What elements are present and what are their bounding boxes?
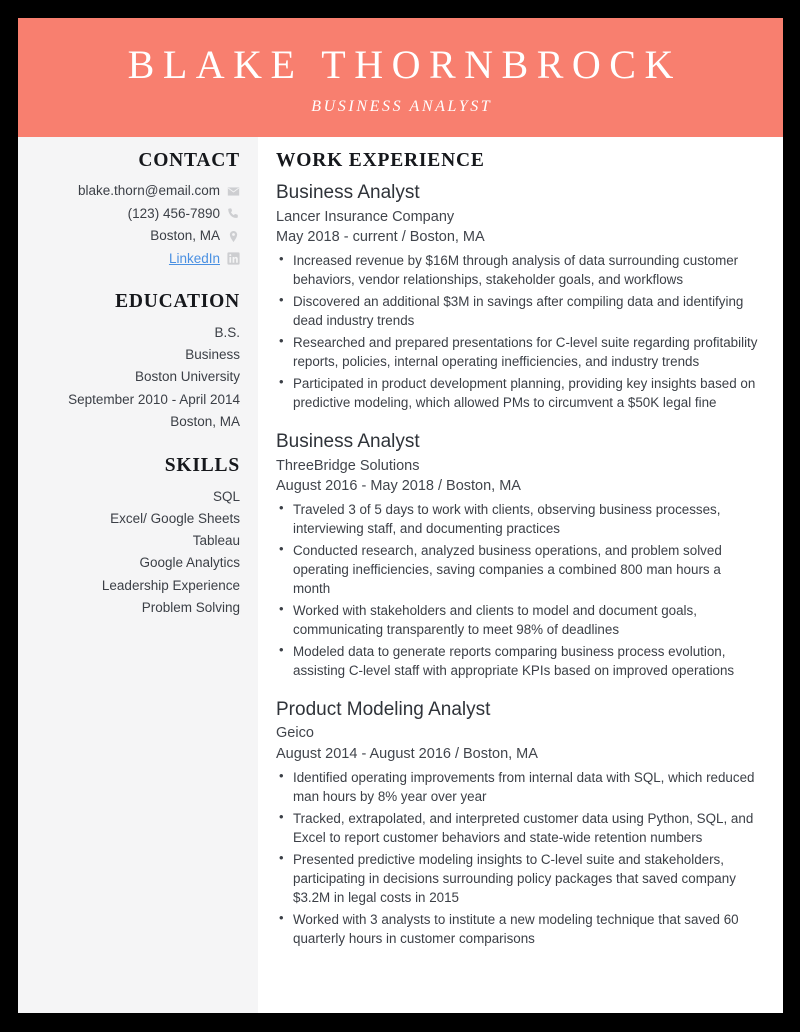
job-bullet: • Traveled 3 of 5 days to work with clients, observing business processes, interviewing staff, and documenting practices <box>276 500 761 538</box>
sidebar-section-contact <box>32 150 240 269</box>
job-entry <box>276 430 761 680</box>
resume-header-banner <box>18 18 783 137</box>
job-bullet: • Worked with stakeholders and clients to model and document goals, communicating transparently to meet 98% of deadlines <box>276 601 761 639</box>
sidebar-section-education <box>32 291 240 433</box>
skill-item: Google Analytics <box>139 555 240 571</box>
contact-item-location <box>32 225 240 247</box>
job-bullet: • Increased revenue by $16M through analysis of data surrounding customer behaviors, vendor relationships, stakeholder goals, and workflows <box>276 251 761 289</box>
job-meta-separator: / <box>454 745 459 762</box>
contact-item-phone <box>32 203 240 225</box>
job-meta <box>276 228 761 247</box>
job-title: Product Modeling Analyst <box>276 699 491 721</box>
contact-phone-text: (123) 456-7890 <box>127 205 220 221</box>
job-dates: August 2016 - May 2018 <box>276 477 434 494</box>
job-bullet: • Tracked, extrapolated, and interpreted customer data using Python, SQL, and Excel to report customer behaviors and state-wide retention numbers <box>276 809 761 847</box>
job-bullets <box>276 768 761 948</box>
contact-item-email <box>32 180 240 202</box>
job-company: Lancer Insurance Company <box>276 208 455 225</box>
job-meta-separator: / <box>438 477 443 494</box>
job-bullet: • Presented predictive modeling insights to C-level suite and stakeholders, participating in decisions surrounding policy packages that saved company $3.2M in legal costs in 2015 <box>276 850 761 907</box>
education-line: Boston University <box>134 369 240 385</box>
job-bullets <box>276 500 761 680</box>
education-line: September 2010 - April 2014 <box>68 391 240 407</box>
header-subtitle: BUSINESS ANALYST <box>311 97 493 115</box>
skills-heading: SKILLS <box>164 455 240 477</box>
work-experience-heading: WORK EXPERIENCE <box>276 150 485 171</box>
contact-item-linkedin[interactable] <box>32 248 240 270</box>
skill-item: Problem Solving <box>141 599 240 615</box>
job-title: Business Analyst <box>276 182 420 204</box>
main-column <box>258 137 783 1013</box>
job-bullet: • Identified operating improvements from internal data with SQL, which reduced man hours by 8% year over year <box>276 768 761 806</box>
job-bullet: • Conducted research, analyzed business operations, and problem solved operating inefficiencies, saving companies a combined 800 man hours a month <box>276 541 761 598</box>
job-bullet: • Participated in product development planning, providing key insights based on predictive modeling, which allowed PMs to circumvent a $50K legal fine <box>276 374 761 412</box>
education-heading: EDUCATION <box>115 291 240 313</box>
contact-email-text: blake.thorn@email.com <box>77 183 220 199</box>
education-line: Boston, MA <box>170 413 240 429</box>
job-meta-separator: / <box>401 228 406 245</box>
job-entry <box>276 698 761 948</box>
job-company: Geico <box>276 725 314 742</box>
job-dates: May 2018 - current <box>276 228 398 245</box>
skill-item: Excel/ Google Sheets <box>110 510 240 526</box>
job-bullet: • Modeled data to generate reports comparing business process evolution, assisting C-level staff with appropriate KPIs based on improved operations <box>276 642 761 680</box>
job-bullets <box>276 251 761 412</box>
resume-page <box>18 18 783 1013</box>
job-meta <box>276 477 761 496</box>
skill-item: Leadership Experience <box>101 577 240 593</box>
envelope-icon <box>227 185 240 198</box>
job-title: Business Analyst <box>276 431 420 453</box>
job-bullet: • Worked with 3 analysts to institute a new modeling technique that saved 60 quarterly hours in customer comparisons <box>276 910 761 948</box>
job-location: Boston, MA <box>409 228 485 245</box>
skill-item: Tableau <box>192 533 240 549</box>
job-company: ThreeBridge Solutions <box>276 457 420 474</box>
job-location: Boston, MA <box>446 477 521 494</box>
location-pin-icon <box>227 230 240 243</box>
linkedin-link[interactable]: LinkedIn <box>168 250 220 266</box>
sidebar-section-skills <box>32 455 240 619</box>
sidebar <box>18 137 258 1013</box>
job-meta <box>276 745 761 764</box>
job-dates: August 2014 - August 2016 <box>276 745 451 762</box>
contact-location-text: Boston, MA <box>150 228 220 244</box>
linkedin-icon[interactable] <box>227 252 240 265</box>
skill-item: SQL <box>212 488 240 504</box>
education-line: B.S. <box>214 324 240 340</box>
page-title: BLAKE THORNBROCK <box>127 41 682 87</box>
job-entry <box>276 181 761 412</box>
phone-icon <box>227 207 240 220</box>
job-location: Boston, MA <box>462 745 538 762</box>
job-bullet: • Discovered an additional $3M in savings after compiling data and identifying dead industry trends <box>276 292 761 330</box>
resume-body <box>18 137 783 1013</box>
education-line: Business <box>185 347 240 363</box>
job-bullet: • Researched and prepared presentations for C-level suite regarding profitability reports, policies, internal operating inefficiencies, and industry trends <box>276 333 761 371</box>
contact-heading: CONTACT <box>138 150 240 171</box>
